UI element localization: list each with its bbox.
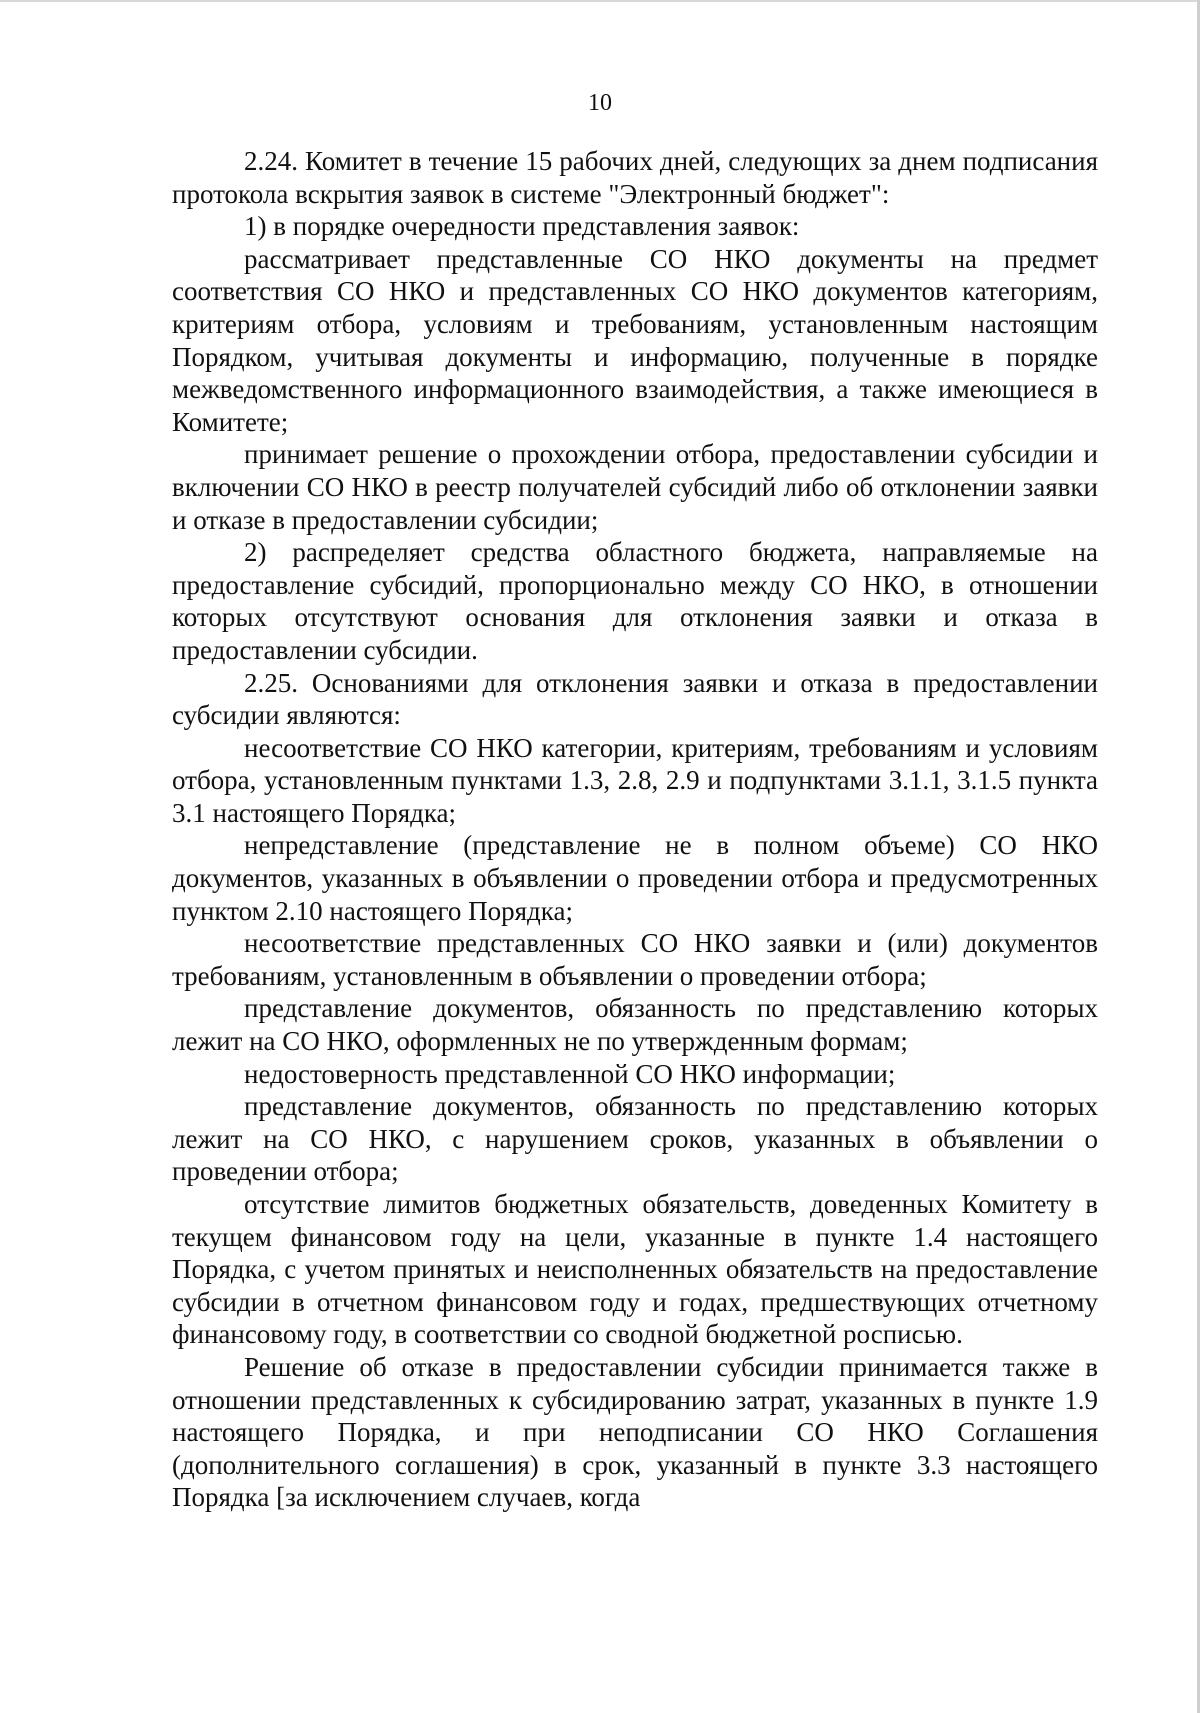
document-body	[172, 145, 1098, 1514]
paragraph-reason-unreliable: недостоверность представленной СО НКО информации;	[244, 1058, 896, 1089]
paragraph-refusal-decision: Решение об отказе в предоставлении субсидии принимается также в отношении представленных к субсидированию затрат, указанных в пункте 1.9 настоящего Порядка, и при неподписании СО НКО Соглашения (дополнительного соглашения) в срок, указанный в пункте 3.3 настоящего Порядка [за исключением случаев, когда	[172, 1351, 1098, 1513]
paragraph-reason-deadlines: представление документов, обязанность по представлению которых лежит на СО НКО, с нарушением сроков, указанных в объявлении о проведении отбора;	[172, 1091, 1098, 1187]
page-number: 10	[588, 90, 612, 116]
paragraph-reason-limits: отсутствие лимитов бюджетных обязательств, доведенных Комитету в текущем финансовом году на цели, указанные в пункте 1.4 настоящего Порядка, с учетом принятых и неисполненных обязательств на предоставление субсидии в отчетном финансовом году и годах, предшествующих отчетному финансовому году, в соответствии со сводной бюджетной росписью.	[172, 1189, 1098, 1350]
paragraph-review-documents: рассматривает представленные СО НКО документы на предмет соответствия СО НКО и представленных СО НКО документов категориям, критериям отбора, условиям и требованиям, установленным настоящим Порядком, учитывая документы и информацию, полученные в порядке межведомственного информационного взаимодействия, а также имеющиеся в Комитете;	[172, 243, 1098, 437]
paragraph-item-1: 1) в порядке очередности представления заявок:	[244, 211, 800, 242]
paragraph-reason-requirements: несоответствие представленных СО НКО заявки и (или) документов требованиям, установленным в объявлении о проведении отбора;	[172, 928, 1098, 991]
paragraph-reason-forms: представление документов, обязанность по представлению которых лежит на СО НКО, оформленных не по утвержденным формам;	[172, 993, 1098, 1057]
paragraph-2-25: 2.25. Основаниями для отклонения заявки и отказа в предоставлении субсидии являются:	[172, 667, 1098, 731]
scan-top-edge	[0, 0, 1200, 2]
paragraph-make-decision: принимает решение о прохождении отбора, предоставлении субсидии и включении СО НКО в реестр получателей субсидий либо об отклонении заявки и отказе в предоставлении субсидии;	[172, 439, 1098, 535]
paragraph-reason-nonsubmission: непредставление (представление не в полном объеме) СО НКО документов, указанных в объявлении о проведении отбора и предусмотренных пунктом 2.10 настоящего Порядка;	[172, 830, 1098, 926]
paragraph-reason-noncompliance: несоответствие СО НКО категории, критериям, требованиям и условиям отбора, установленным пунктами 1.3, 2.8, 2.9 и подпунктами 3.1.1, 3.1.5 пункта 3.1 настоящего Порядка;	[172, 732, 1098, 828]
paragraph-2-24: 2.24. Комитет в течение 15 рабочих дней, следующих за днем подписания протокола вскрытия заявок в системе "Электронный бюджет":	[172, 146, 1098, 209]
paragraph-item-2: 2) распределяет средства областного бюджета, направляемые на предоставление субсидий, пропорционально между СО НКО, в отношении которых отсутствуют основания для отклонения заявки и отказа в предоставлении субсидии.	[172, 537, 1098, 665]
